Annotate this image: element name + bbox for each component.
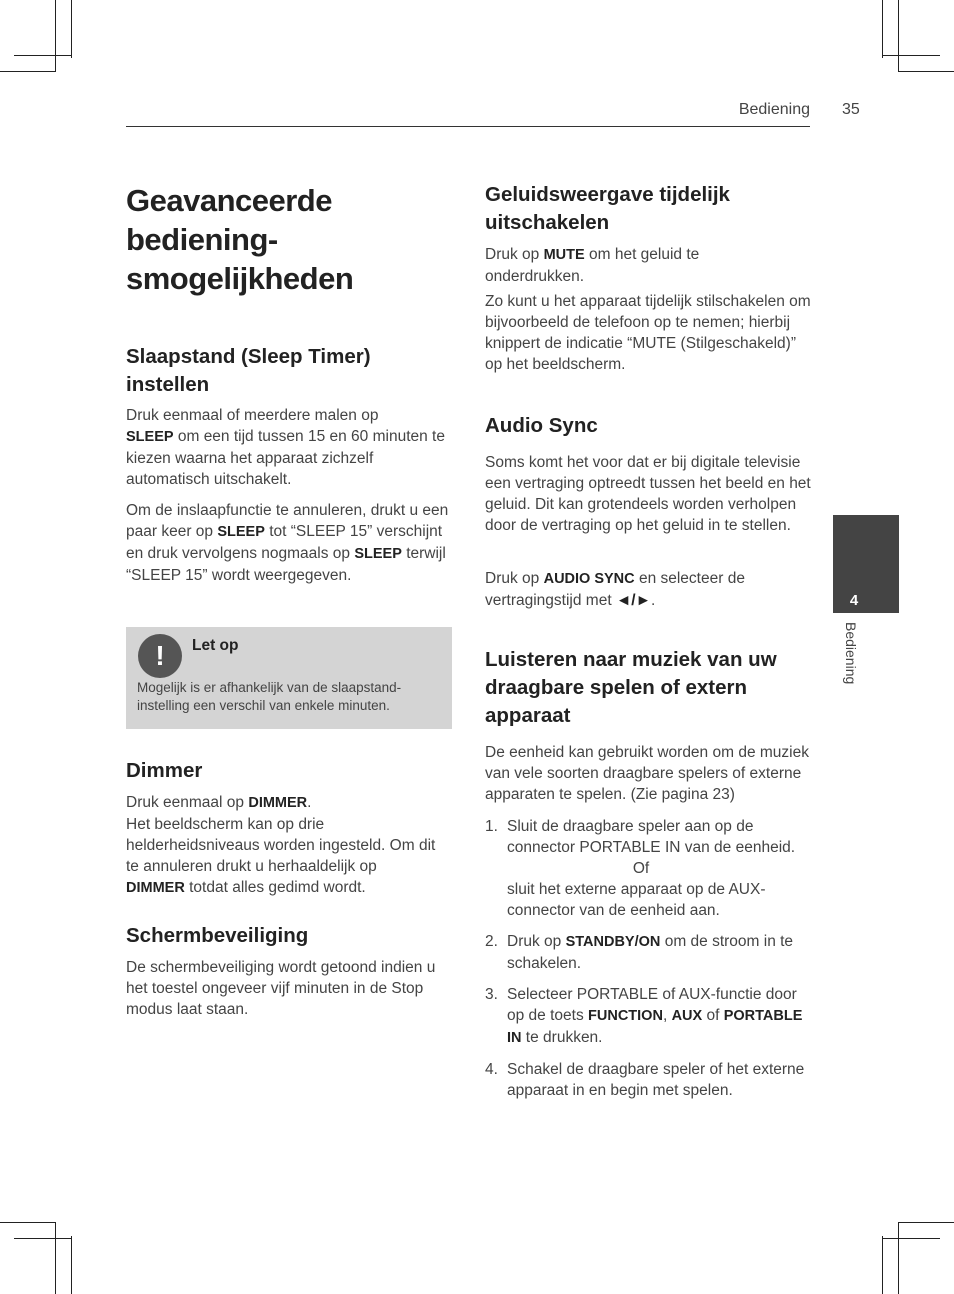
note-title: Let op bbox=[192, 637, 239, 654]
crop-mark bbox=[0, 1222, 56, 1223]
dimmer-heading: Dimmer bbox=[126, 759, 203, 782]
list-item: 4. Schakel de draagbare speler of het externe apparaat in en begin met spelen. bbox=[485, 1061, 805, 1099]
crop-mark bbox=[71, 0, 72, 58]
page-title: Geavanceerde bediening-smogelijkheden bbox=[126, 183, 354, 296]
audio-sync-paragraph-1: Soms komt het voor dat er bij digitale televisie een vertraging optreedt tussen het beeld en het geluid. Dit kan grotendeels worden verholpen door de vertraging op het geluid in te stellen. bbox=[485, 454, 811, 534]
page-number: 35 bbox=[842, 101, 860, 118]
audio-sync-heading: Audio Sync bbox=[485, 414, 598, 437]
sleep-paragraph-1: Druk eenmaal of meerdere malen op SLEEP om een tijd tussen 15 en 60 minuten te kiezen waarna het apparaat zichzelf automatisch uitschakelt. bbox=[126, 407, 445, 488]
crop-mark bbox=[882, 0, 883, 58]
list-item: 2. Druk op STANDBY/ON om de stroom in te schakelen. bbox=[485, 933, 794, 972]
chapter-tab bbox=[833, 515, 899, 613]
crop-mark bbox=[898, 1222, 954, 1223]
warning-icon: ! bbox=[138, 634, 182, 678]
mute-paragraph-1: Druk op MUTE om het geluid te onderdrukken. bbox=[485, 246, 700, 285]
crop-mark bbox=[882, 55, 940, 56]
crop-mark bbox=[898, 1222, 899, 1294]
crop-mark bbox=[898, 0, 899, 72]
portable-heading: Luisteren naar muziek van uw draagbare spelen of extern apparaat bbox=[485, 648, 777, 727]
chapter-tab-label: Bediening bbox=[843, 622, 859, 685]
crop-mark bbox=[882, 1238, 940, 1239]
crop-mark bbox=[882, 1236, 883, 1294]
crop-mark bbox=[14, 55, 72, 56]
chapter-number: 4 bbox=[849, 592, 859, 609]
crop-mark bbox=[14, 1238, 72, 1239]
crop-mark bbox=[55, 1222, 56, 1294]
crop-mark bbox=[0, 71, 56, 72]
screensaver-heading: Schermbeveiliging bbox=[126, 924, 309, 947]
sleep-heading: Slaapstand (Sleep Timer) instellen bbox=[126, 345, 371, 396]
audio-sync-paragraph-2: Druk op AUDIO SYNC en selecteer de vertragingstijd met ◄/►. bbox=[485, 570, 745, 609]
list-item: 1. Sluit de draagbare speler aan op de connector PORTABLE IN van de eenheid. Of sluit het externe apparaat op de AUX-connector van de eenheid aan. bbox=[485, 818, 796, 919]
dimmer-paragraph: Druk eenmaal op DIMMER. Het beeldscherm kan op drie helderheidsniveaus worden ingesteld. Om dit te annuleren drukt u herhaaldelijk op DIMMER totdat alles gedimd wordt. bbox=[126, 794, 436, 896]
left-right-arrow-icon: ◄/► bbox=[615, 592, 651, 609]
portable-intro: De eenheid kan gebruikt worden om de muziek van vele soorten draagbare spelers of externe apparaten te spelen. (Zie pagina 23) bbox=[485, 744, 809, 803]
note-box bbox=[126, 627, 452, 729]
mute-paragraph-2: Zo kunt u het apparaat tijdelijk stilschakelen om bijvoorbeeld de telefoon op te nemen; hierbij knippert de indicatie “MUTE (Stilgeschakeld)” op het beeldscherm. bbox=[485, 293, 811, 373]
crop-mark bbox=[71, 1236, 72, 1294]
crop-mark bbox=[898, 71, 954, 72]
running-header: Bediening bbox=[738, 101, 810, 118]
sleep-paragraph-2: Om de inslaapfunctie te annuleren, drukt u een paar keer op SLEEP tot “SLEEP 15” verschijnt en druk vervolgens nogmaals op SLEEP terwijl “SLEEP 15” wordt weergegeven. bbox=[126, 502, 449, 584]
note-text: Mogelijk is er afhankelijk van de slaapstand-instelling een verschil van enkele minuten. bbox=[137, 680, 402, 713]
crop-mark bbox=[55, 0, 56, 72]
mute-heading: Geluidsweergave tijdelijk uitschakelen bbox=[485, 183, 730, 234]
header-rule bbox=[126, 126, 810, 127]
screensaver-paragraph: De schermbeveiliging wordt getoond indien u het toestel ongeveer vijf minuten in de Stop modus laat staan. bbox=[126, 959, 436, 1018]
portable-steps-list bbox=[485, 816, 815, 1111]
list-item: 3. Selecteer PORTABLE of AUX-functie door op de toets FUNCTION, AUX of PORTABLE IN te drukken. bbox=[485, 986, 803, 1046]
